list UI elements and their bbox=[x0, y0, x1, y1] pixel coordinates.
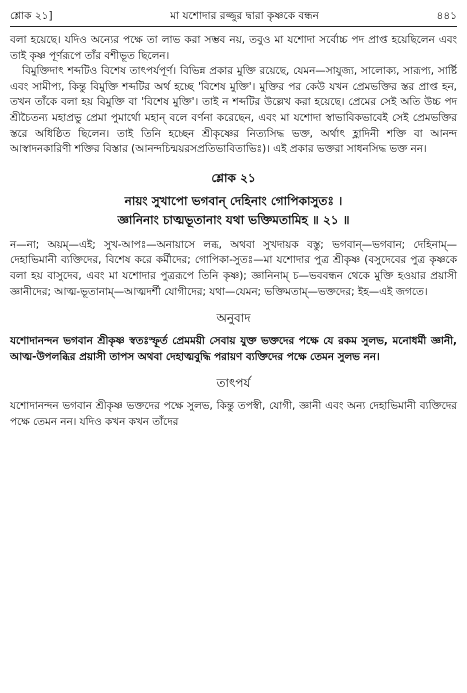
page-number: ৪৪১ bbox=[436, 10, 457, 22]
header-verse-ref: শ্লোক ২১] bbox=[10, 10, 53, 22]
translation-text: যশোদানন্দন ভগবান শ্রীকৃষ্ণ স্বতঃস্ফূর্ত প্রেমময়ী সেবায় যুক্ত ভক্তদের পক্ষে যে রকম সুলভ, মনোধর্মী জ্ঞানী, আত্ম-উপলব্ধির প্রয়াসী তাপস অথবা দেহাত্মবুদ্ধি পরায়ণ ব্যক্তিদের পক্ষে তেমন সুলভ নন। bbox=[10, 335, 457, 363]
intro-paragraph-2: বিমুক্তিদাৎ শব্দটিও বিশেষ তাৎপর্যপূর্ণ। বিভিন্ন প্রকার মুক্তি রয়েছে, যেমন—সাযুজ্য, সালোক্য, সারূপ্য, সার্ষ্টি এবং সামীপ্য, কিন্তু বিমুক্তি শব্দটির অর্থ হচ্ছে 'বিশেষ মুক্তি'। মুক্তির পর কেউ যখন প্রেমভক্তির স্তর প্রাপ্ত হন, তখন তাঁকে বলা হয় বিমুক্তি বা 'বিশেষ মুক্তি'। তাই ন শব্দটির উল্লেখ করা হয়েছে। প্রেমের সেই অতি উচ্চ পদ শ্রীচৈতন্য মহাপ্রভু প্রেমা পুমার্থো মহান্ বলে বর্ণনা করেছেন, এবং মা যশোদা স্বাভাবিকভাবেই সেই প্রেমভক্তির স্তরে অধিষ্ঠিত ছিলেন। তাই তিনি হচ্ছেন শ্রীকৃষ্ণের নিত্যসিদ্ধ ভক্ত, অর্থাৎ হ্লাদিনী শক্তি বা আনন্দ আস্বাদনকারিণী শক্তির বিস্তার (আনন্দচিন্ময়রসপ্রতিভাবিতাভিঃ)। এই প্রকার ভক্তরা সাধনসিদ্ধ ভক্ত নন। bbox=[10, 65, 457, 156]
translation-title: অনুবাদ bbox=[216, 311, 251, 326]
header-chapter-title: মা যশোদার রজ্জুর দ্বারা কৃষ্ণকে বন্ধন bbox=[170, 10, 319, 22]
header-rule bbox=[10, 26, 457, 27]
purport-title: তাৎপর্য bbox=[216, 376, 251, 391]
purport-text: যশোদানন্দন ভগবান শ্রীকৃষ্ণ ভক্তদের পক্ষে সুলভ, কিন্তু তপস্বী, যোগী, জ্ঞানী এবং অন্য দেহাভিমানী ব্যক্তিদের পক্ষে তেমন নন। যদিও কখন কখন তাঁদের bbox=[10, 400, 457, 428]
running-header bbox=[10, 8, 457, 24]
synonyms-paragraph: ন—না; অয়ম্—এই; সুখ-আপঃ—অনায়াসে লব্ধ, অথবা সুখদায়ক বস্তু; ভগবান্—ভগবান; দেহিনাম্—দেহাভিমানী ব্যক্তিদের, বিশেষ করে কর্মীদের; গোপিকা-সুতঃ—মা যশোদার পুত্র শ্রীকৃষ্ণ (বসুদেবের পুত্র কৃষ্ণকে বলা হয় বাসুদেব, এবং মা যশোদার পুত্ররূপে তিনি কৃষ্ণ); জ্ঞানিনাম্ চ—ভববন্ধন থেকে মুক্তি হওয়ার প্রয়াসী জ্ঞানীদের; আত্ম-ভূতানাম্—আত্মদর্শী যোগীদের; যথা—যেমন; ভক্তিমতাম্—ভক্তদের; ইহ—এই জগতে। bbox=[10, 238, 457, 298]
verse-line-1: নায়ং সুখাপো ভগবান্ দেহিনাং গোপিকাসুতঃ । bbox=[124, 193, 343, 208]
verse-line-2: জ্ঞানিনাং চাত্মভূতানাং যথা ভক্তিমতামিহ ॥ ২১ ॥ bbox=[117, 212, 350, 227]
intro-paragraph-1: বলা হয়েছে। যদিও অন্যের পক্ষে তা লাভ করা সম্ভব নয়, তবুও মা যশোদা সর্বোচ্চ পদ প্রাপ্ত হয়েছিলেন এবং তাই কৃষ্ণ পূর্ণরূপে তাঁর বশীভূত ছিলেন। bbox=[10, 34, 457, 62]
verse-title: শ্লোক ২১ bbox=[211, 170, 256, 185]
